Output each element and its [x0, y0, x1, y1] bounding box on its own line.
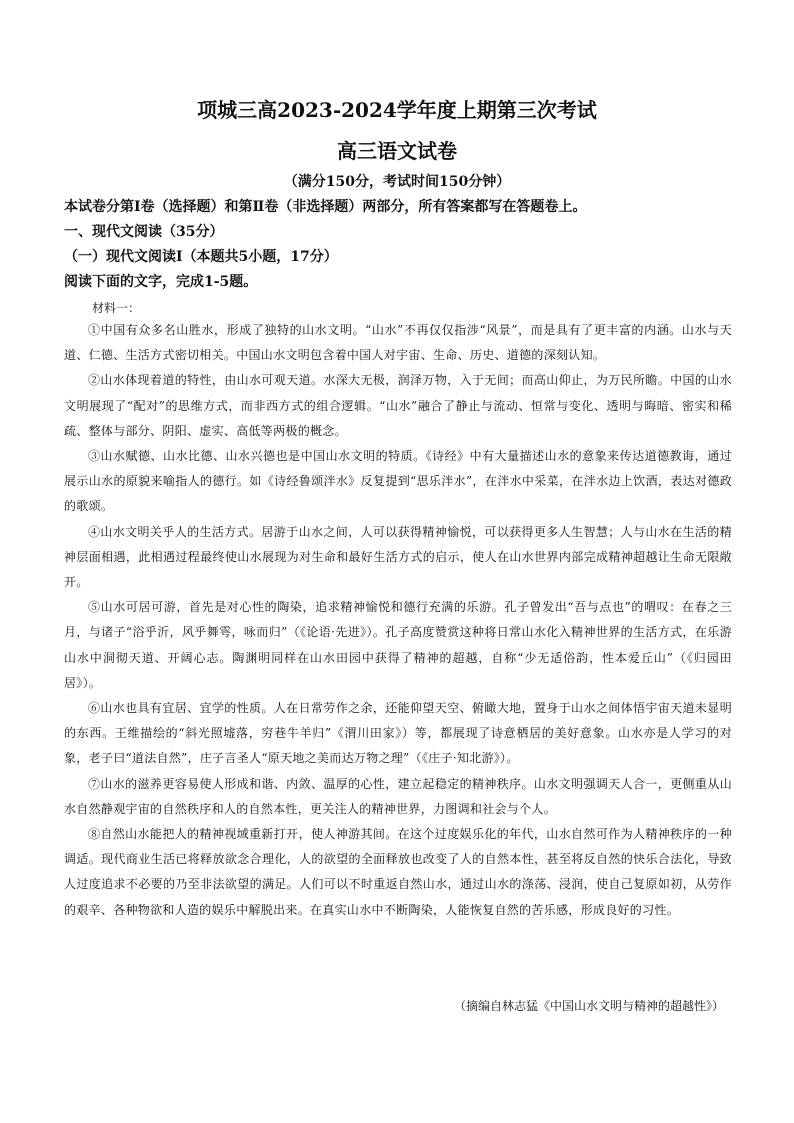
paragraph-8: ⑧自然山水能把人的精神视域重新打开，使人神游其间。在这个过度娱乐化的年代，山水自然可作为人精神秩序的一种调适。现代商业生活已将释放欲念合理化，人的欲望的全面释放也改变了人的自然本性，甚至将反自然的快乐合法化，导致人过度追求不必要的乃至非法欲望的满足。人们可以不时重返自然山水，通过山水的涤荡、浸润，使自己复原如初，从劳作的艰辛、各种物欲和人造的娱乐中解脱出来。在真实山水中不断陶染，人能恢复自然的苦乐感，形成良好的习性。: [64, 827, 732, 917]
paragraph-3: ③山水赋德、山水比德、山水兴德也是中国山水文明的特质。《诗经》中有大量描述山水的意象来传达道德教诲，通过展示山水的原貌来喻指人的德行。如《诗经鲁颂泮水》反复提到“思乐泮水”，在泮水中采菜，在泮水边上饮酒，表达对德政的歌颂。: [64, 449, 732, 514]
exam-info: （满分150分，考试时间150分钟）: [283, 174, 511, 190]
paragraph-4: ④山水文明关乎人的生活方式。居游于山水之间，人可以获得精神愉悦，可以获得更多人生智慧；人与山水在生活的精神层面相遇，此相遇过程最终使山水展现为对生命和最好生活方式的启示，使人在山水世界内部完成精神超越让生命无限敞开。: [64, 524, 732, 590]
reading-task: 阅读下面的文字，完成1-5题。: [64, 274, 258, 290]
instructions: 本试卷分第Ⅰ卷（选择题）和第Ⅱ卷（非选择题）两部分，所有答案都写在答题卷上。: [64, 199, 587, 215]
paragraph-7: ⑦山水的滋养更容易使人形成和谐、内敛、温厚的心性，建立起稳定的精神秩序。山水文明强调天人合一，更侧重从山水自然静观宇宙的自然秩序和人的自然本性，更关注人的精神世界，力图调和社会与个人。: [64, 776, 732, 816]
paragraph-2: ②山水体现着道的特性，由山水可观天道。水深大无极，润泽万物，入于无间；而高山仰止，为万民所瞻。中国的山水文明展现了“配对”的思维方式，而非西方式的组合逻辑。“山水”融合了静止与流动、恒常与变化、透明与晦暗、密实和稀疏、整体与部分、阴阳、虚实、高低等两极的概念。: [64, 373, 732, 438]
exam-title: 项城三高2023-2024学年度上期第三次考试: [197, 98, 597, 122]
paragraph-6: ⑥山水也具有宜居、宜学的性质。人在日常劳作之余，还能仰望天空、俯瞰大地，置身于山水之间体悟宇宙天道未显明的东西。王维描绘的“斜光照墟落，穷巷牛羊归”《渭川田家》）等，都展现了诗意栖居的美好意象。山水亦是人学习的对象，老子曰“道法自然”，庄子言圣人“原天地之美而达万物之理”（《庄子·知北游》）。: [64, 701, 732, 766]
material-label: 材料一：: [92, 301, 141, 315]
paragraph-5: ⑤山水可居可游，首先是对心性的陶染，追求精神愉悦和德行充满的乐游。孔子曾发出“吾与点也”的喟叹：在春之三月，与诸子“浴乎沂，风乎舞雩，咏而归”（《论语·先进》）。孔子高度赞赏这种将日常山水化入精神世界的生活方式，在乐游山水中洞彻天道、开阔心志。陶渊明同样在山水田园中获得了精神的超越，自称“少无适俗韵，性本爱丘山”（《归园田居》）。: [64, 600, 732, 690]
section-subheading: （一）现代文阅读Ⅰ（本题共5小题，17分）: [64, 249, 338, 265]
material-body: [64, 318, 732, 923]
subject-title: 高三语文试卷: [337, 139, 457, 163]
source-citation: （摘编自林志猛《中国山水文明与精神的超越性》）: [453, 999, 724, 1013]
paragraph-1: ①中国有众多名山胜水，形成了独特的山水文明。“山水”不再仅仅指涉“风景”，而是具有了更丰富的内涵。山水与天道、仁德、生活方式密切相关。中国山水文明包含着中国人对宇宙、生命、历史、道德的深刻认知。: [64, 323, 732, 363]
section-heading: 一、现代文阅读（35分）: [64, 224, 224, 240]
